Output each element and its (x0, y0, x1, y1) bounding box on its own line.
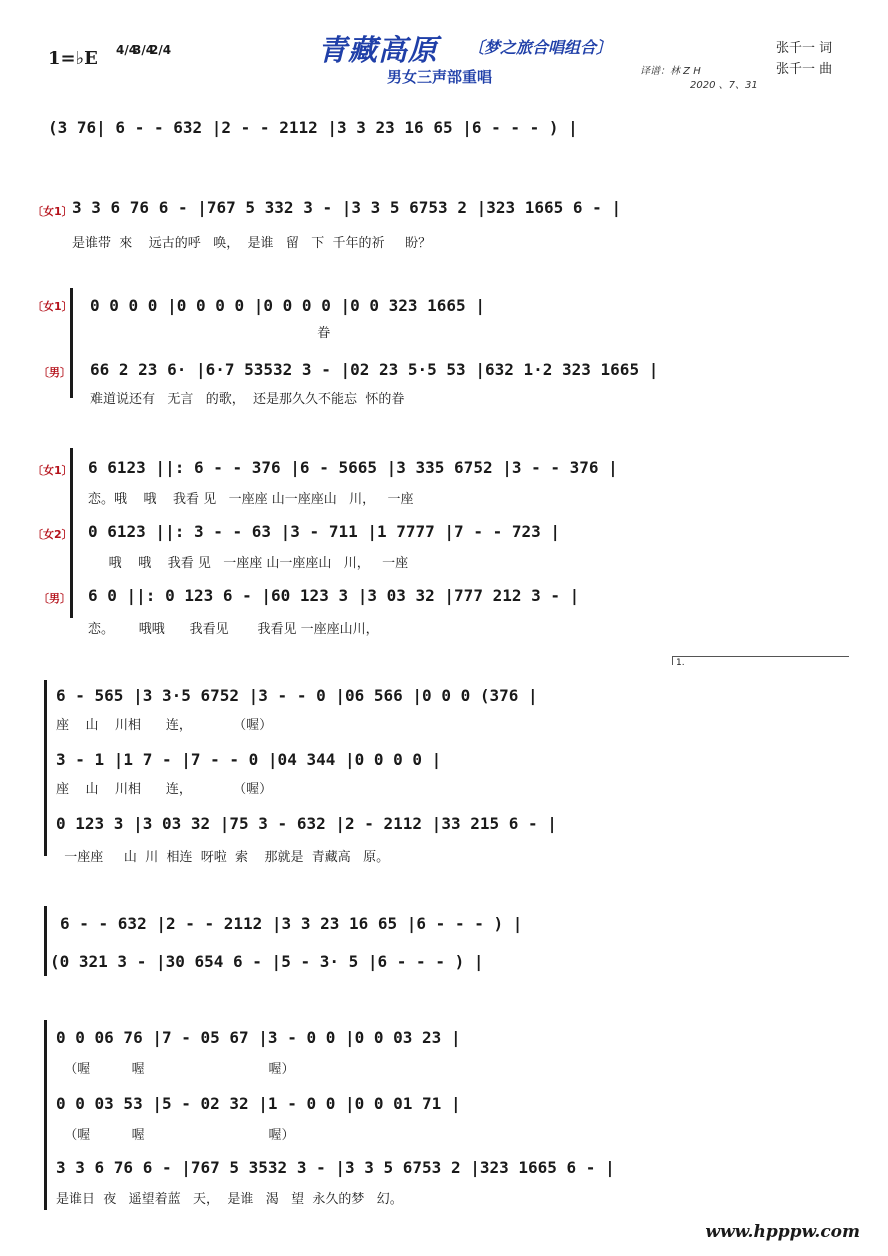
system-5-notes-2: 3 - 1 |1 7 - |7 - - 0 |04 344 |0 0 0 0 | (56, 750, 442, 769)
label-female1-s4: 〔女1〕 (32, 464, 73, 477)
site-watermark: www.hpppw.com (705, 1222, 860, 1242)
system-7-notes-2: 0 0 03 53 |5 - 02 32 |1 - 0 0 |0 0 01 71 | (56, 1094, 461, 1113)
meter-3: 2/4 (150, 43, 172, 57)
system-7-lyrics-2: （喔 喔 喔） (56, 1128, 295, 1143)
system-4-notes-1: 6 6123 ||: 6 - - 376 |6 - 5665 |3 335 6752 |3 - - 376 | (88, 458, 618, 477)
system-4-notes-3: 6 0 ||: 0 123 6 - |60 123 3 |3 03 32 |777 212 3 - | (88, 586, 580, 605)
system-3-notes-2: 66 2 23 6· |6·7 53532 3 - |02 23 5·5 53 |632 1·2 323 1665 | (90, 360, 659, 379)
system-4-lyrics-3: 恋。 哦哦 我看见 我看见 一座座山川， (88, 622, 379, 637)
label-female2-s4: 〔女2〕 (32, 528, 73, 541)
system-7-bracket (44, 1020, 47, 1210)
system-5-notes-1: 6 - 565 |3 3·5 6752 |3 - - 0 |06 566 |0 0 0 (376 | (56, 686, 538, 705)
label-female1-s2: 〔女1〕 (32, 205, 73, 218)
composer: 张千一 曲 (776, 62, 833, 77)
system-6-bracket (44, 906, 47, 976)
system-4-lyrics-1: 恋。哦 哦 我看 见 一座座 山一座座山 川， 一座 (88, 492, 414, 507)
system-2-lyrics: 是谁带 來 远古的呼 唤， 是谁 留 下 千年的祈 盼？ (72, 236, 432, 251)
system-5-notes-3: 0 123 3 |3 03 32 |75 3 - 632 |2 - 2112 |33 215 6 - | (56, 814, 557, 833)
song-title: 青藏高原 (318, 33, 439, 67)
time-signatures (116, 43, 172, 57)
system-5-lyrics-3: 一座座 山 川 相连 呀啦 索 那就是 青藏高 原。 (56, 850, 390, 865)
system-3-lyrics-2: 难道说还有 无言 的歌， 还是那久久不能忘 怀的眷 (90, 392, 405, 407)
lyricist: 张千一 词 (776, 41, 833, 56)
system-7-notes-1: 0 0 06 76 |7 - 05 67 |3 - 0 0 |0 0 03 23 | (56, 1028, 461, 1047)
system-3-notes-1: 0 0 0 0 |0 0 0 0 |0 0 0 0 |0 0 323 1665 | (90, 296, 485, 315)
system-3-lyrics-1: 眷 (90, 326, 331, 341)
arrangement-title: 男女三声部重唱 (387, 68, 493, 86)
song-subtitle: 〔梦之旅合唱组合〕 (468, 38, 613, 57)
label-male-s4: 〔男〕 (38, 592, 71, 605)
system-6-notes-2: (0 321 3 - |30 654 6 - |5 - 3· 5 |6 - - - ) | (50, 952, 484, 971)
label-male-s3: 〔男〕 (38, 366, 71, 379)
volta-label: 1. (676, 658, 685, 668)
system-2-notes: 3 3 6 76 6 - |767 5 332 3 - |3 3 5 6753 2 |323 1665 6 - | (72, 198, 622, 217)
system-5-lyrics-2: 座 山 川相 连， （喔） (56, 782, 273, 797)
meter-2: 3/4 (133, 43, 155, 57)
system-5-lyrics-1: 座 山 川相 连， （喔） (56, 718, 273, 733)
transcriber: 译谱：林 Z H (640, 66, 701, 77)
system-4-lyrics-2: 哦 哦 我看 见 一座座 山一座座山 川， 一座 (88, 556, 409, 571)
system-7-notes-3: 3 3 6 76 6 - |767 5 3532 3 - |3 3 5 6753 2 |323 1665 6 - | (56, 1158, 615, 1177)
system-7-lyrics-1: （喔 喔 喔） (56, 1062, 295, 1077)
volta-bracket (672, 656, 849, 668)
transcription-date: 2020 、7、31 (690, 80, 758, 91)
system-7-lyrics-3: 是谁日 夜 遥望着蓝 天， 是谁 渴 望 永久的梦 幻。 (56, 1192, 403, 1207)
system-4-notes-2: 0 6123 ||: 3 - - 63 |3 - 711 |1 7777 |7 - - 723 | (88, 522, 561, 541)
system-5-bracket (44, 680, 47, 856)
key-signature: 1=♭E (48, 48, 98, 69)
meter-1: 4/4 (116, 43, 138, 57)
system-1-notes: (3 76| 6 - - 632 |2 - - 2112 |3 3 23 16 65 |6 - - - ) | (48, 118, 578, 137)
system-6-notes-1: 6 - - 632 |2 - - 2112 |3 3 23 16 65 |6 - - - ) | (60, 914, 523, 933)
label-female1-s3: 〔女1〕 (32, 300, 73, 313)
